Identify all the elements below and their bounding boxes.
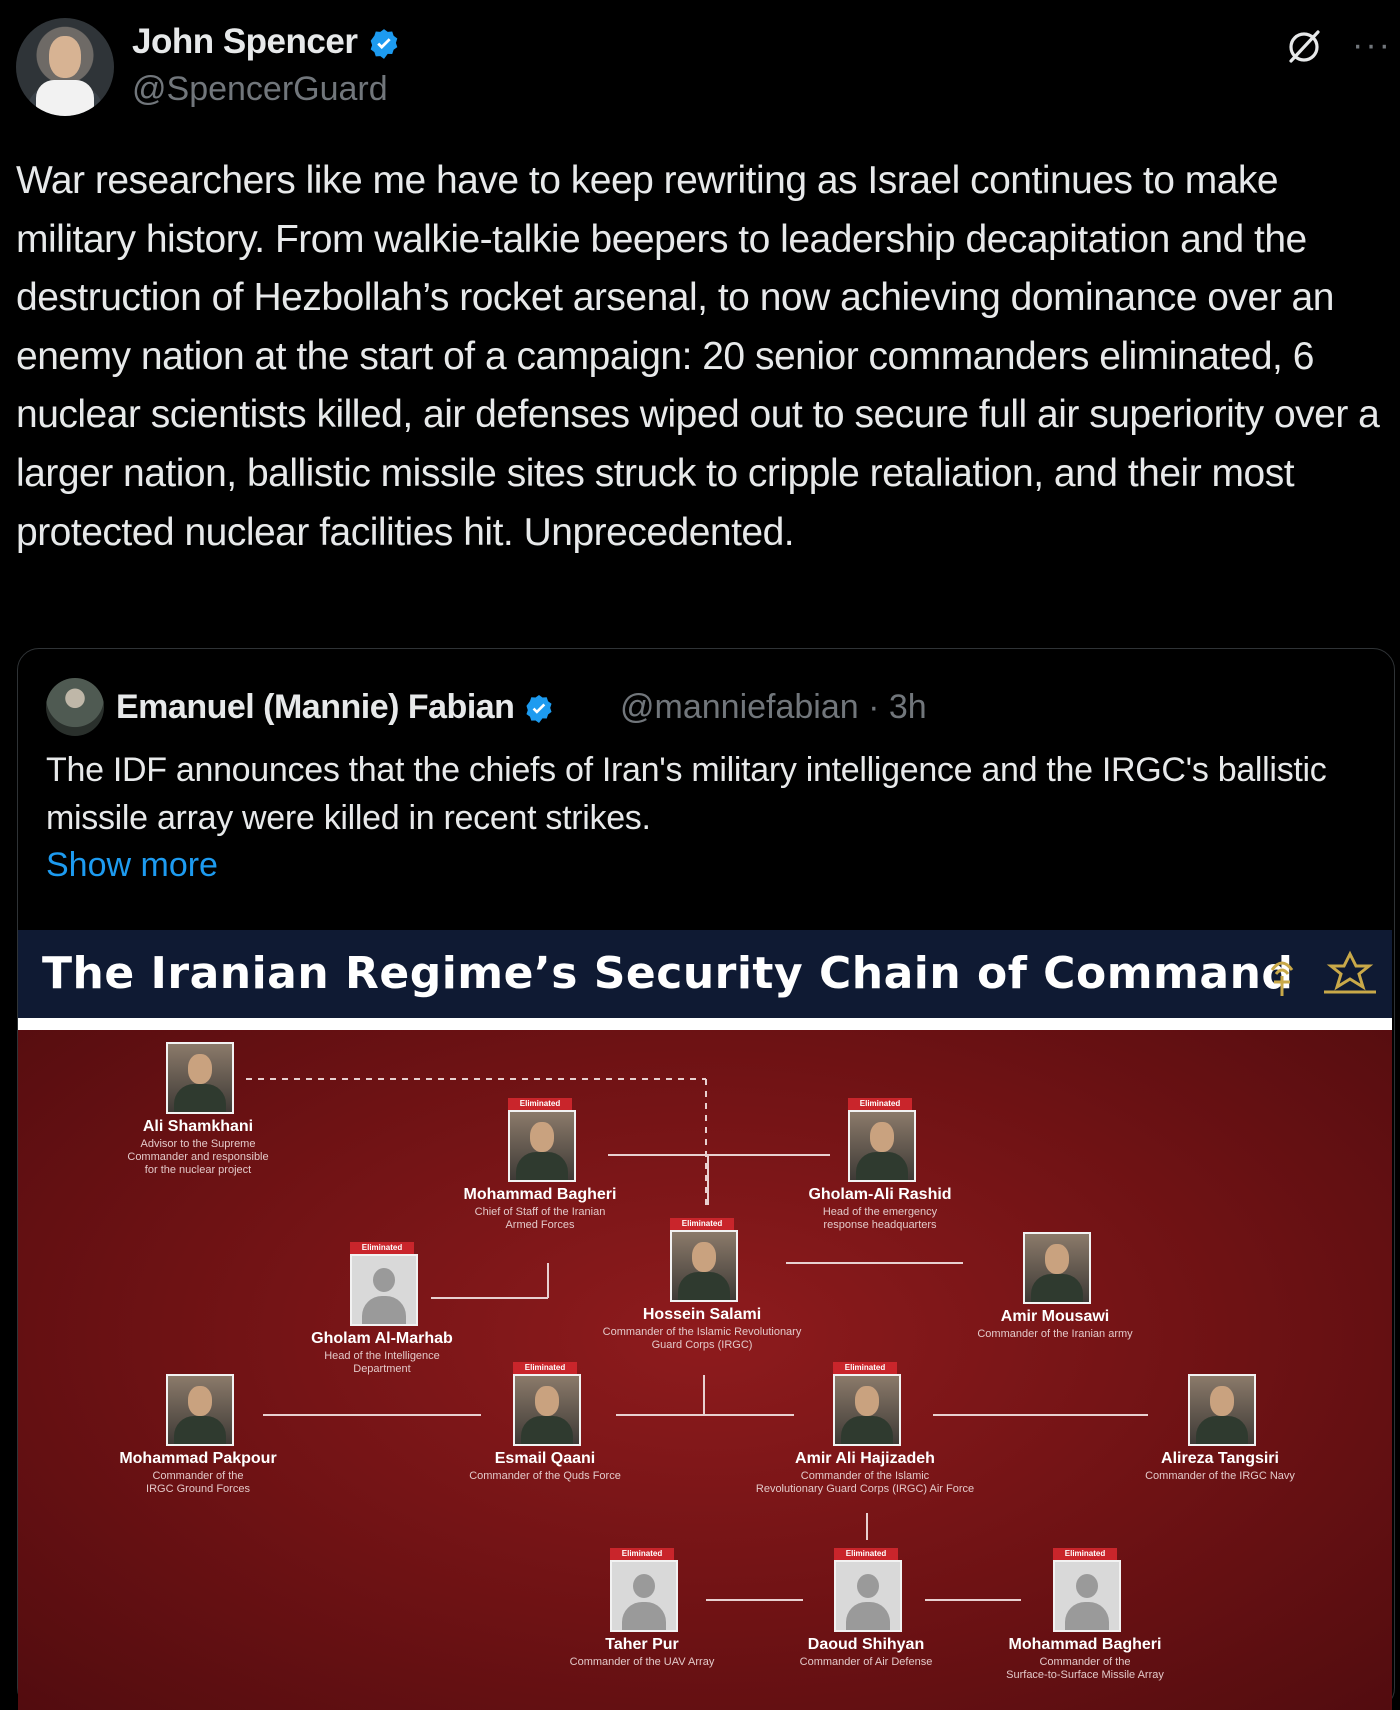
portrait-photo: [670, 1230, 738, 1302]
quote-text: The IDF announces that the chiefs of Iran's military intelligence and the IRGC's ballistic missile array were killed in recent strikes.: [46, 751, 1327, 837]
commander-role: Head of the emergency response headquarters: [822, 1206, 938, 1231]
commander-role: Commander of the Islamic Revolutionary Guard Corps (IRGC) Air Force: [755, 1470, 975, 1495]
more-options-icon[interactable]: ···: [1352, 26, 1392, 64]
commander-role: Advisor to the Supreme Commander and responsible for the nuclear project: [127, 1138, 269, 1176]
portrait-photo: [166, 1042, 234, 1114]
verified-badge-icon: [367, 27, 401, 61]
show-more-link[interactable]: Show more: [46, 846, 218, 884]
eliminated-badge: Eliminated: [508, 1098, 572, 1110]
infographic-divider: [18, 1018, 1392, 1030]
commander-role: Commander of the IRGC Navy: [1145, 1470, 1295, 1482]
author-name-text[interactable]: John Spencer: [132, 22, 358, 61]
portrait-placeholder: [834, 1560, 902, 1632]
portrait-photo: [508, 1110, 576, 1182]
eliminated-badge: Eliminated: [833, 1362, 897, 1374]
commander-name: Amir Ali Hajizadeh: [795, 1450, 935, 1467]
idf-logo-icon: [1264, 948, 1384, 1004]
commander-name: Gholam Al-Marhab: [311, 1330, 453, 1347]
quote-author-name-text[interactable]: Emanuel (Mannie) Fabian: [116, 688, 515, 726]
portrait-photo: [833, 1374, 901, 1446]
portrait-photo: [1188, 1374, 1256, 1446]
portrait-placeholder: [1053, 1560, 1121, 1632]
commander-role: Commander of the IRGC Ground Forces: [146, 1470, 250, 1495]
commander-role: Commander of the Iranian army: [977, 1328, 1133, 1340]
commander-name: Mohammad Bagheri: [463, 1186, 617, 1203]
eliminated-badge: Eliminated: [513, 1362, 577, 1374]
commander-role: Head of the Intelligence Department: [324, 1350, 440, 1375]
eliminated-badge: Eliminated: [610, 1548, 674, 1560]
commander-role: Commander of the Islamic Revolutionary Guard Corps (IRGC): [602, 1326, 802, 1351]
portrait-placeholder: [350, 1254, 418, 1326]
commander-role: Commander of the Quds Force: [469, 1470, 621, 1482]
quote-author-handle-time[interactable]: @manniefabian · 3h: [620, 688, 927, 726]
commander-name: Daoud Shihyan: [807, 1636, 925, 1653]
infographic-title: The Iranian Regime’s Security Chain of Command: [42, 948, 1294, 999]
commander-role: Chief of Staff of the Iranian Armed Forces: [474, 1206, 606, 1231]
commander-name: Taher Pur: [605, 1636, 679, 1653]
author-handle[interactable]: @SpencerGuard: [132, 70, 388, 108]
eliminated-badge: Eliminated: [350, 1242, 414, 1254]
commander-role: Commander of the UAV Array: [569, 1656, 715, 1668]
portrait-photo: [166, 1374, 234, 1446]
commander-name: Mohammad Pakpour: [119, 1450, 277, 1467]
author-avatar[interactable]: [16, 18, 114, 116]
quote-author-name[interactable]: [116, 688, 555, 727]
grok-icon[interactable]: [1284, 26, 1324, 66]
commander-role: Commander of Air Defense: [799, 1656, 933, 1668]
portrait-photo: [848, 1110, 916, 1182]
commander-name: Mohammad Bagheri: [1008, 1636, 1162, 1653]
eliminated-badge: Eliminated: [848, 1098, 912, 1110]
portrait-photo: [513, 1374, 581, 1446]
commander-name: Hossein Salami: [642, 1306, 762, 1323]
portrait-photo: [1023, 1232, 1091, 1304]
eliminated-badge: Eliminated: [834, 1548, 898, 1560]
eliminated-badge: Eliminated: [670, 1218, 734, 1230]
commander-role: Commander of the Surface-to-Surface Missile Array: [1006, 1656, 1164, 1681]
commander-name: Gholam-Ali Rashid: [808, 1186, 952, 1203]
eliminated-badge: Eliminated: [1053, 1548, 1117, 1560]
commander-name: Esmail Qaani: [494, 1450, 596, 1467]
author-name[interactable]: [132, 22, 401, 62]
commander-name: Amir Mousawi: [1000, 1308, 1110, 1325]
commander-name: Ali Shamkhani: [142, 1118, 254, 1135]
quote-author-avatar[interactable]: [46, 678, 104, 736]
commander-name: Alireza Tangsiri: [1161, 1450, 1279, 1467]
portrait-placeholder: [610, 1560, 678, 1632]
quote-verified-badge-icon: [523, 693, 555, 725]
tweet-text: War researchers like me have to keep rewriting as Israel continues to make military history. From walkie-talkie beepers to leadership decapitation and the destruction of Hezbollah’s rocket arsenal, to now achieving dominance over an enemy nation at the start of a campaign: 20 senior commanders eliminated, 6 nuclear scientists killed, air defenses wiped out to secure full air superiority over a larger nation, ballistic missile sites struck to cripple retaliation, and their most protected nuclear facilities hit. Unprecedented.: [16, 159, 1380, 554]
